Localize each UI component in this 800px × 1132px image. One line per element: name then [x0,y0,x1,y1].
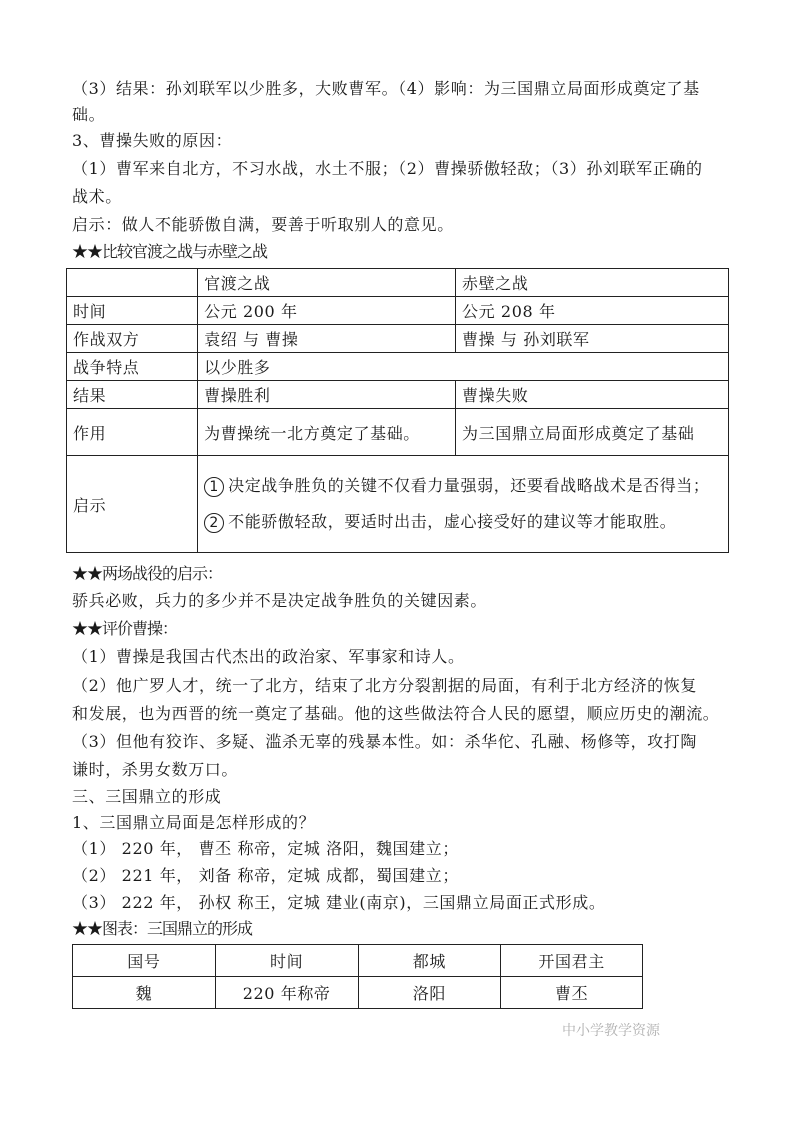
reason-line-cont: 战术。 [72,187,122,206]
row-label: 作用 [67,409,198,456]
number-badge: 2 [204,513,224,533]
row-label: 结果 [67,381,198,409]
table-row [67,325,729,353]
lesson-item [204,468,722,504]
table-cell: 曹操胜利 [198,381,456,409]
table-cell: 公元 208 年 [456,297,729,325]
compare-heading: ★★比较官渡之战与赤壁之战 [72,242,268,261]
row-label: 作战双方 [67,325,198,353]
evaluate-line-cont: 和发展，也为西晋的统一奠定了基础。他的这些做法符合人民的愿望，顺应历史的潮流。 [72,704,720,723]
number-badge: 1 [204,477,224,497]
evaluate-line: （2）他广罗人才，统一了北方，结束了北方分裂割据的局面，有利于北方经济的恢复 [72,676,697,695]
kingdom-table [72,944,643,1009]
table-cell [67,269,198,297]
table-cell: 洛阳 [358,977,501,1009]
chart-heading: ★★图表：三国鼎立的形成 [72,919,253,938]
table-header: 开国君主 [501,945,643,977]
question-line: 1、三国鼎立局面是怎样形成的？ [72,813,316,832]
evaluate-line: （3）但他有狡诈、多疑、滥杀无辜的残暴本性。如：杀华佗、孔融、杨修等，攻打陶 [72,732,697,751]
watermark: 中小学教学资源 [562,1023,660,1039]
table-row [67,381,729,409]
table-header: 赤壁之战 [456,269,729,297]
table-cell: 为三国鼎立局面形成奠定了基础 [456,409,729,456]
table-header: 国号 [73,945,216,977]
table-row [67,456,729,553]
table-cell: 220 年称帝 [215,977,358,1009]
table-cell: 曹丕 [501,977,643,1009]
result-line: （3）结果：孙刘联军以少胜多，大败曹军。（4）影响：为三国鼎立局面形成奠定了基 [72,79,700,98]
lesson-line: 启示：做人不能骄傲自满，要善于听取别人的意见。 [72,215,454,234]
table-header: 都城 [358,945,501,977]
reason-line: （1）曹军来自北方，不习水战，水土不服；（2）曹操骄傲轻敌；（3）孙刘联军正确的 [72,159,703,178]
table-cell: 曹操失败 [456,381,729,409]
table-header: 官渡之战 [198,269,456,297]
table-cell: 袁绍 与 曹操 [198,325,456,353]
lesson-text: 不能骄傲轻敌，要适时出击，虚心接受好的建议等才能取胜。 [228,512,677,531]
row-label: 战争特点 [67,353,198,381]
table-row [67,353,729,381]
lesson-text: 决定战争胜负的关键不仅看力量强弱，还要看战略战术是否得当； [228,476,710,495]
table-row [67,297,729,325]
formation-line: （3） 222 年， 孙权 称王，定城 建业(南京)，三国鼎立局面正式形成。 [72,893,606,912]
row-label: 启示 [67,456,198,553]
table-row [67,269,729,297]
compare-table [66,268,729,553]
table-row [73,977,643,1009]
row-label: 时间 [67,297,198,325]
table-cell: 以少胜多 [198,353,729,381]
lesson-cell [198,456,729,553]
section-title: 三、三国鼎立的形成 [72,787,222,806]
table-row [73,945,643,977]
table-row [67,409,729,456]
table-cell: 魏 [73,977,216,1009]
lesson-item [204,504,722,540]
evaluate-heading: ★★评价曹操： [72,619,178,638]
formation-line: （1） 220 年， 曹丕 称帝，定城 洛阳，魏国建立； [72,839,459,858]
table-cell: 公元 200 年 [198,297,456,325]
two-battles-text: 骄兵必败，兵力的多少并不是决定战争胜负的关键因素。 [72,591,488,610]
table-cell: 曹操 与 孙刘联军 [456,325,729,353]
table-header: 时间 [215,945,358,977]
result-line-cont: 础。 [72,105,106,124]
evaluate-line-cont: 谦时，杀男女数万口。 [72,760,239,779]
two-battles-heading: ★★两场战役的启示： [72,564,223,583]
evaluate-line: （1）曹操是我国古代杰出的政治家、军事家和诗人。 [72,647,465,666]
formation-line: （2） 221 年， 刘备 称帝，定城 成都，蜀国建立； [72,866,459,885]
section-heading: 3、曹操失败的原因： [72,131,233,150]
table-cell: 为曹操统一北方奠定了基础。 [198,409,456,456]
